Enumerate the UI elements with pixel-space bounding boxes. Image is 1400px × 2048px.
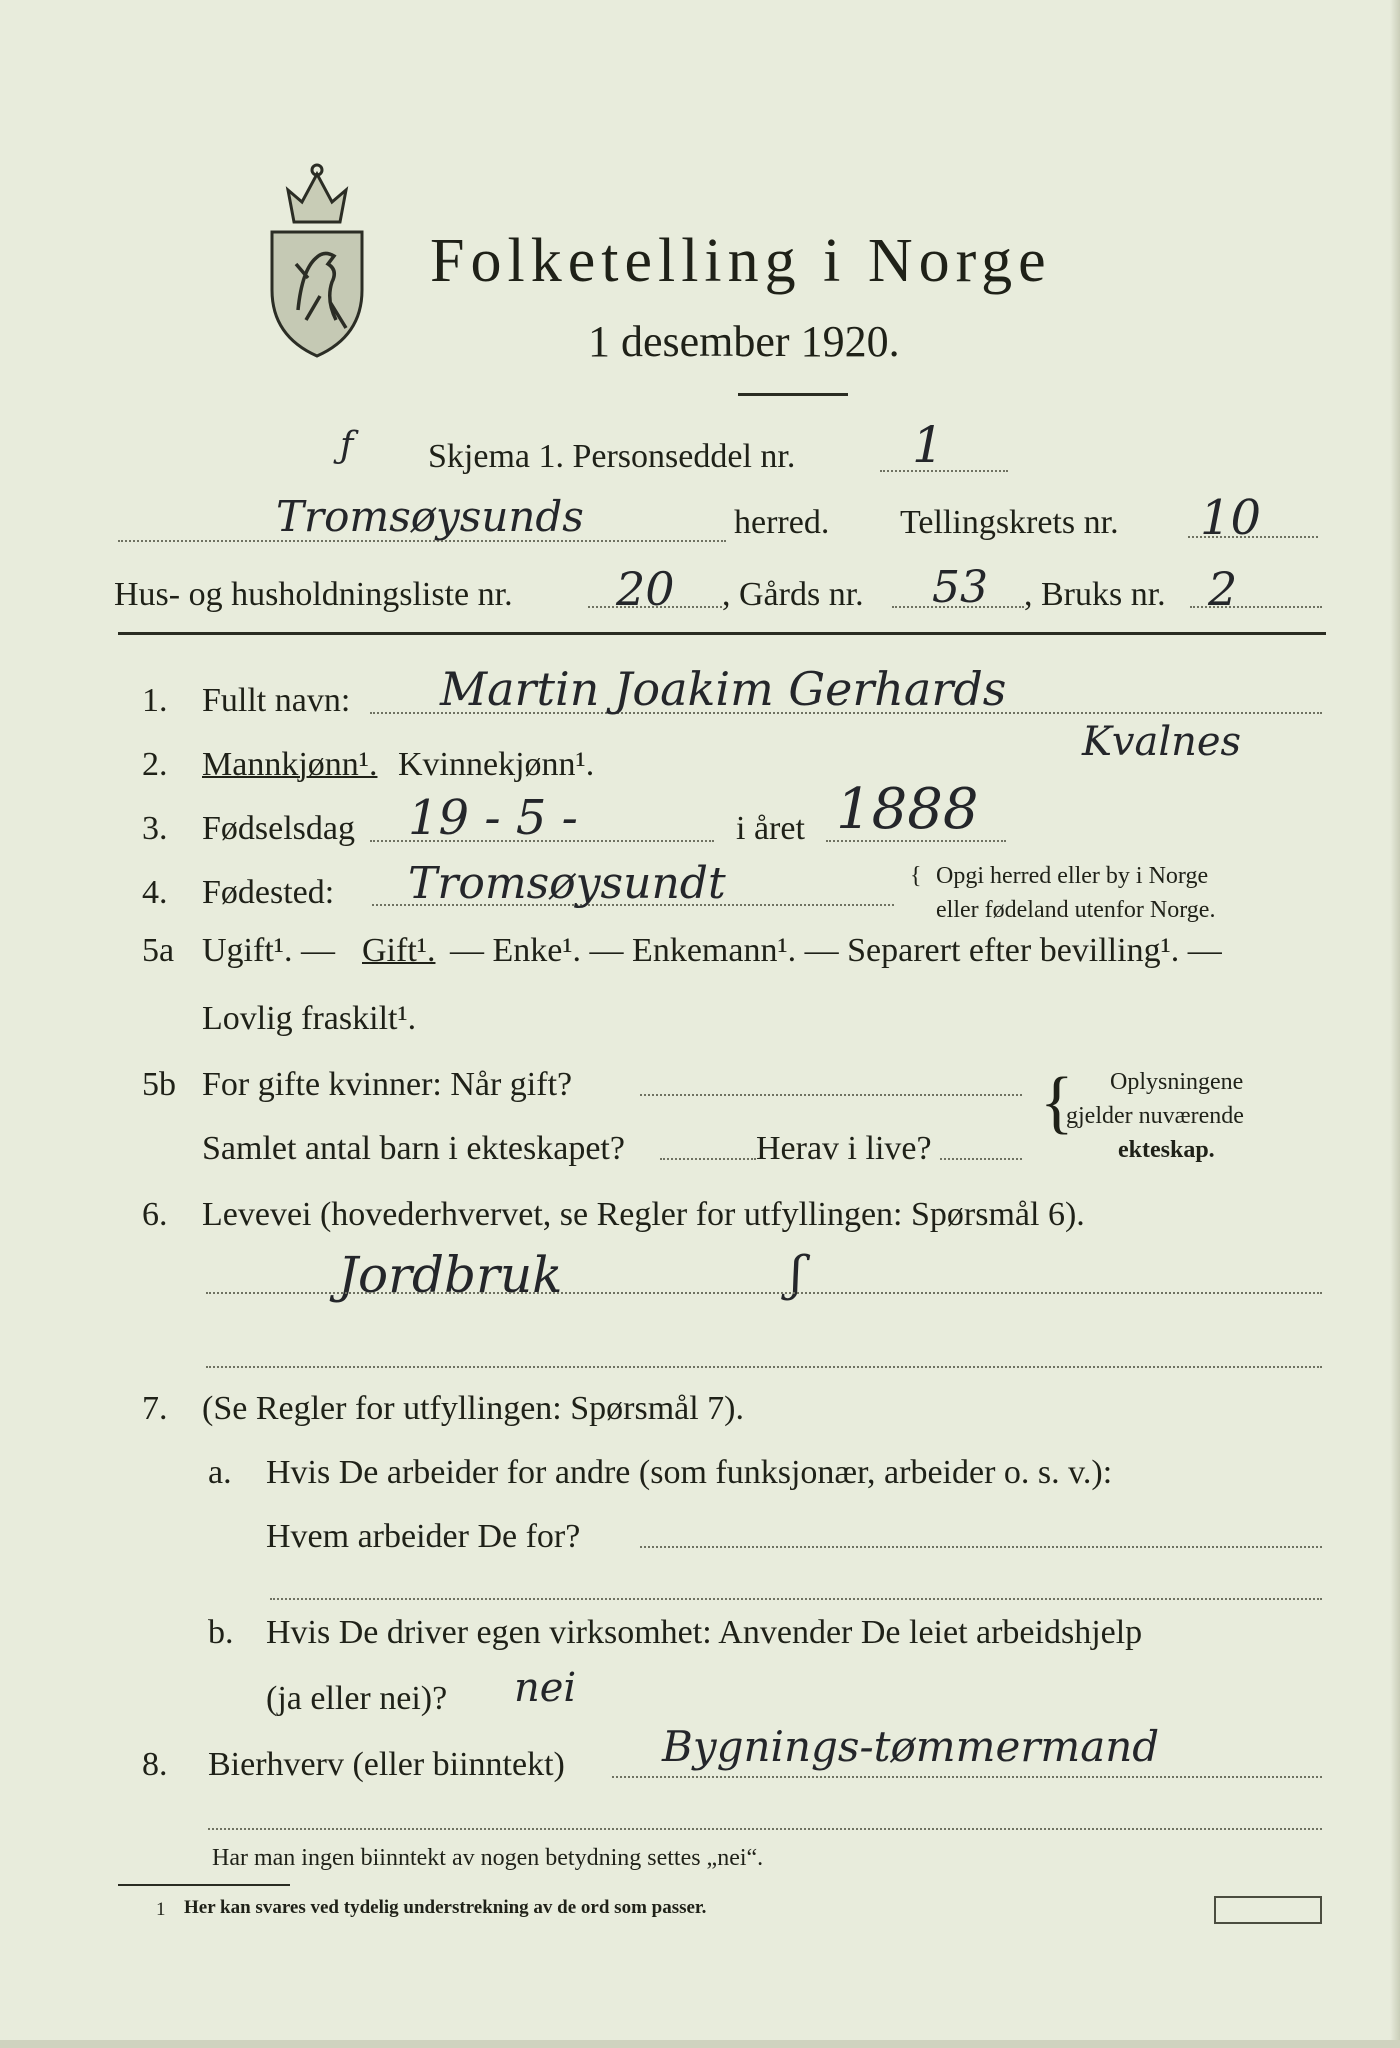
q7a-letter: a.	[208, 1454, 232, 1491]
q2-number: 2.	[142, 746, 168, 783]
coat-of-arms-icon	[258, 160, 376, 360]
fraskilt-option[interactable]: Lovlig fraskilt¹.	[202, 1000, 417, 1037]
side-occupation-value[interactable]: Bygnings-tømmermand	[662, 1722, 1160, 1771]
birthplace-value[interactable]: Tromsøysundt	[408, 858, 726, 909]
mannkjonn-option[interactable]: Mannkjønn¹.	[202, 746, 378, 783]
bruks-value[interactable]: 2	[1208, 562, 1238, 616]
personseddel-number[interactable]: 1	[912, 416, 944, 474]
full-name-value-2[interactable]: Kvalnes	[1082, 719, 1242, 765]
q7b-text: Hvis De driver egen virksomhet: Anvender De leiet arbeidshjelp	[266, 1614, 1143, 1651]
tellingskrets-value[interactable]: 10	[1200, 490, 1262, 546]
husholdningsliste-label: Hus- og husholdningsliste nr.	[114, 576, 513, 613]
form-title: Folketelling i Norge	[430, 227, 1052, 295]
bruks-label: , Bruks nr.	[1024, 576, 1166, 613]
gards-label: , Gårds nr.	[722, 576, 864, 613]
skjema-label: Skjema 1. Personseddel nr.	[428, 438, 796, 475]
footnote-main: Har man ingen biinntekt av nogen betydning settes „nei“.	[212, 1845, 764, 1871]
q5b-number: 5b	[142, 1066, 176, 1103]
q5b-note-2: gjelder nuværende	[1066, 1103, 1244, 1129]
footnote-mark: 1	[156, 1899, 166, 1920]
herred-label: herred.	[734, 504, 830, 541]
occupation-value[interactable]: Jordbruk	[338, 1246, 563, 1304]
q5b-note-1: Oplysningene	[1110, 1069, 1244, 1095]
birthplace-note-2: eller fødeland utenfor Norge.	[936, 897, 1216, 923]
herred-value[interactable]: Tromsøysunds	[276, 492, 584, 541]
q6-number: 6.	[142, 1196, 168, 1233]
title-divider	[738, 393, 848, 396]
footnote-text: Her kan svares ved tydelig understrekning av de ord som passer.	[184, 1897, 707, 1918]
q4-number: 4.	[142, 874, 168, 911]
birth-year-value[interactable]: 1888	[836, 777, 979, 842]
page-edge	[1390, 0, 1400, 2048]
page-edge-bottom	[0, 2040, 1400, 2048]
q4-label: Fødested:	[202, 874, 335, 911]
kvinnekjonn-option[interactable]: Kvinnekjønn¹.	[398, 746, 595, 783]
q8-number: 8.	[142, 1746, 168, 1783]
q5b-note-3: ekteskap.	[1118, 1137, 1215, 1163]
tellingskrets-label: Tellingskrets nr.	[900, 504, 1119, 541]
q6-label: Levevei (hovederhvervet, se Regler for utfyllingen: Spørsmål 6).	[202, 1196, 1085, 1233]
q3-label: Fødselsdag	[202, 810, 355, 847]
header-rule	[118, 632, 1326, 635]
footnote-rule	[118, 1884, 290, 1886]
q5b-label-2: Samlet antal barn i ekteskapet?	[202, 1130, 625, 1167]
q1-number: 1.	[142, 682, 168, 719]
gift-option[interactable]: Gift¹.	[362, 932, 436, 969]
q7a-text-2: Hvem arbeider De for?	[266, 1518, 581, 1555]
year-label: i året	[736, 810, 805, 847]
q7-label: (Se Regler for utfyllingen: Spørsmål 7).	[202, 1390, 745, 1427]
husholdningsliste-value[interactable]: 20	[616, 562, 675, 616]
birthplace-note-1: Opgi herred eller by i Norge	[936, 863, 1209, 889]
gards-value[interactable]: 53	[932, 562, 988, 613]
q5a-number: 5a	[142, 932, 175, 969]
q7-number: 7.	[142, 1390, 168, 1427]
ugift-option[interactable]: Ugift¹. —	[202, 932, 335, 969]
full-name-value[interactable]: Martin Joakim Gerhards	[440, 662, 1007, 716]
census-form-page: Folketelling i Norge 1 desember 1920. ƒ Skjema 1. Personseddel nr. 1 Tromsøysunds herred. Tellingskrets nr. 10 Hus- og husholdningsliste nr. 20 , Gårds nr. 53 , Bruks nr. 2 1. Fullt navn: Martin Joakim Gerhards Kvalnes 2. Mannkjønn¹. Kvinnekjønn¹. 3. Fødselsdag 19 - 5 - i året 1888 4. Fødested: Tromsøysundt { Opgi herred eller by i Norge eller fødeland utenfor Norge. 5a Ugift¹. — Gift¹. — Enke¹. — Enkemann¹. — Separert efter bevilling¹. — Lovlig fraskilt¹. 5b For gifte kvinner: Når gift? Samlet antal barn i ekteskapet? Herav i live? { Oplysningene gjelder nuværende ekteskap. 6. Levevei (hovederhvervet, se Regler for utfyllingen: Spørsmål 6). Jordbruk ʃ 7. (Se Regler for utfyllingen: Spørsmål 7). a. Hvis De arbeider for andre (som funksjonær, arbeider o. s. v.): Hvem arbeider De for? b. Hvis De driver egen virksomhet: Anvender De leiet arbeidshjelp (ja eller nei)? nei 8. Bierhverv (eller biinntekt) Bygnings-tømmermand Har man ingen biinntekt av nogen betydning settes „nei“. 1 Her kan svares ved tydelig understrekning av de ord som passer.	[0, 0, 1400, 2048]
q7b-value[interactable]: nei	[514, 1665, 577, 1711]
q7b-text-2: (ja eller nei)?	[266, 1680, 448, 1717]
q5b-label-3: Herav i live?	[756, 1130, 932, 1167]
q7b-letter: b.	[208, 1614, 234, 1651]
q7a-text: Hvis De arbeider for andre (som funksjonær, arbeider o. s. v.):	[266, 1454, 1113, 1491]
q5b-label-1: For gifte kvinner: Når gift?	[202, 1066, 573, 1103]
q3-number: 3.	[142, 810, 168, 847]
printer-stamp	[1214, 1896, 1322, 1924]
census-date: 1 desember 1920.	[588, 317, 900, 366]
civil-status-options[interactable]: — Enke¹. — Enkemann¹. — Separert efter bevilling¹. —	[450, 932, 1222, 969]
q1-label: Fullt navn:	[202, 682, 351, 719]
q8-label: Bierhverv (eller biinntekt)	[208, 1746, 565, 1783]
birthdate-value[interactable]: 19 - 5 -	[408, 790, 578, 846]
